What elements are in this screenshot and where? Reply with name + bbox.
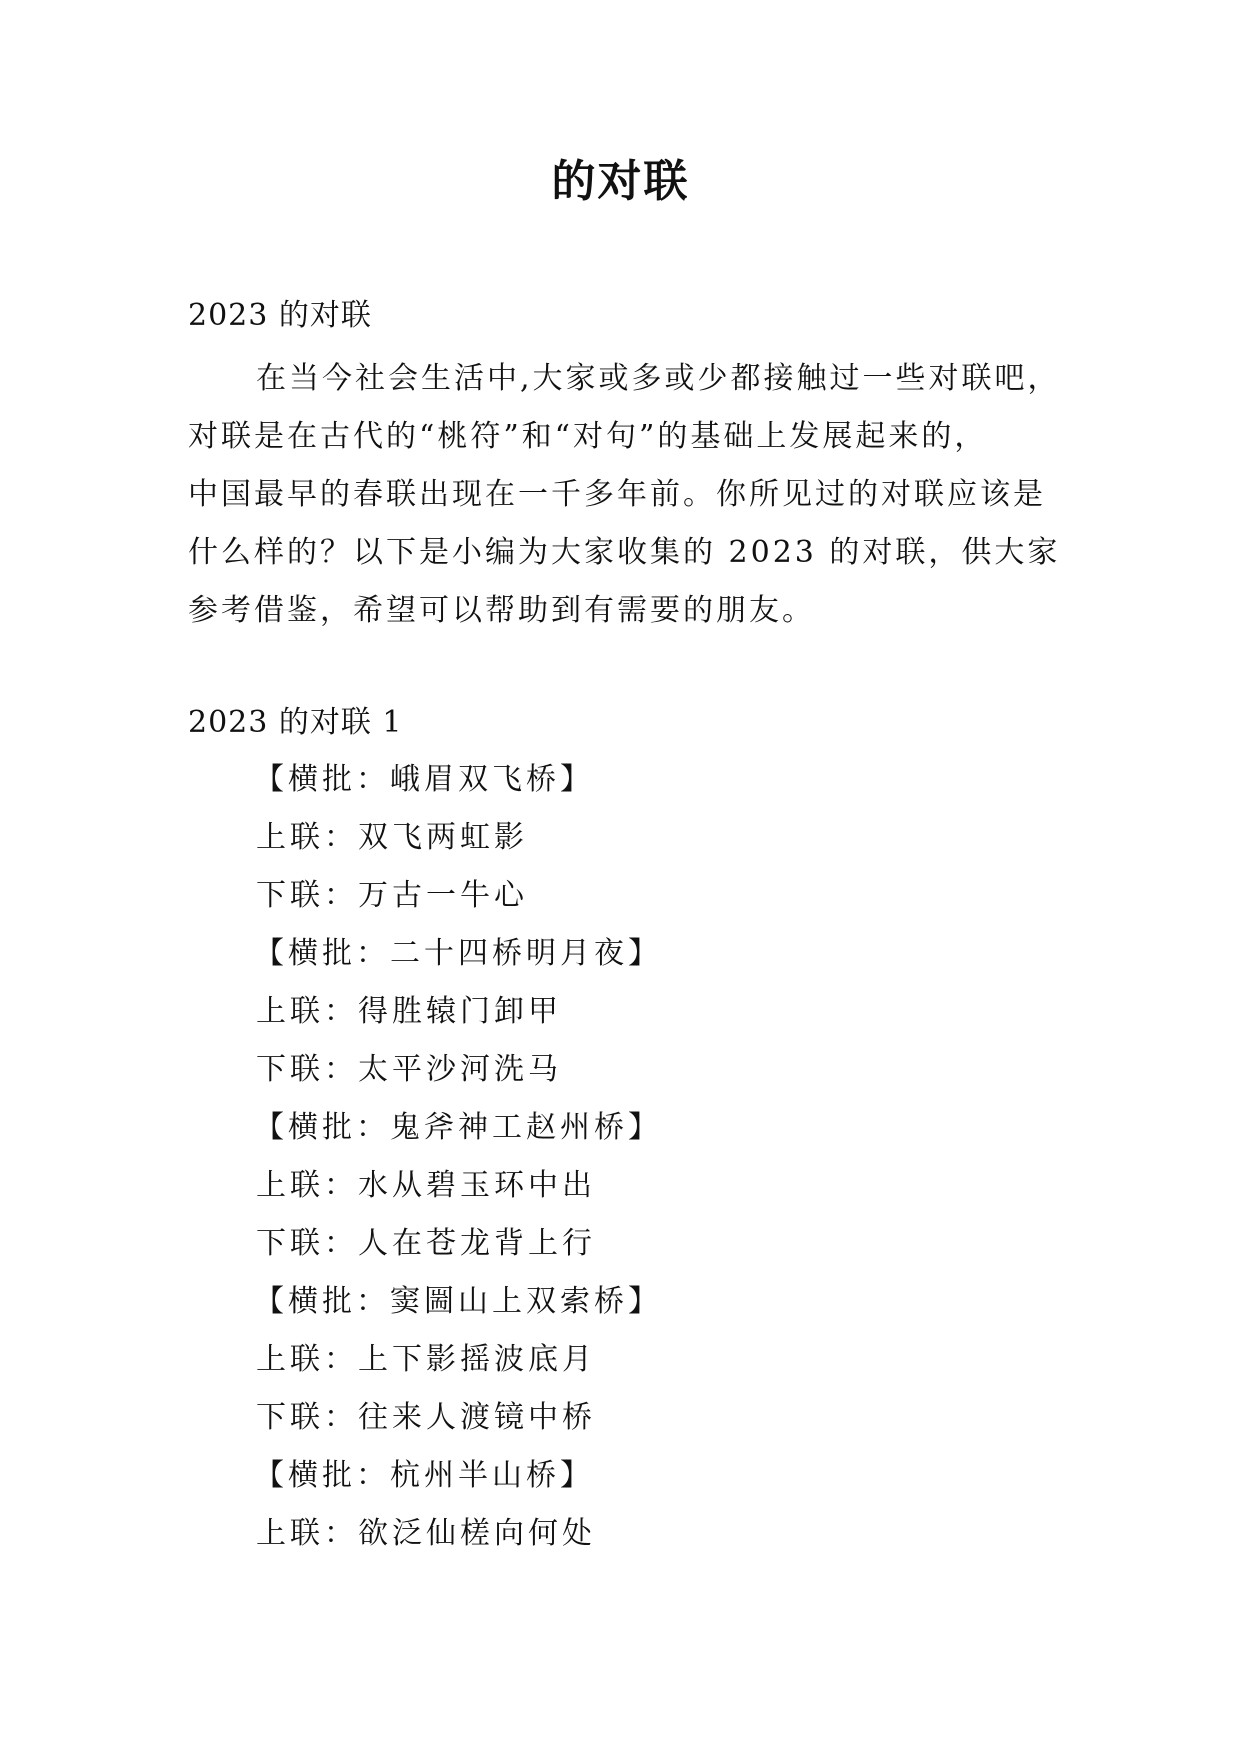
upper-couplet-line: 上联：上下影摇波底月	[256, 1342, 596, 1377]
document-subtitle: 2023 的对联	[188, 298, 372, 333]
lower-couplet-line: 下联：人在苍龙背上行	[256, 1226, 596, 1261]
horizontal-scroll-line: 【横批：杭州半山桥】	[254, 1458, 594, 1493]
lower-couplet-line: 下联：太平沙河洗马	[256, 1052, 562, 1087]
lower-couplet-line: 下联：万古一牛心	[256, 878, 528, 913]
upper-couplet-line: 上联：得胜辕门卸甲	[256, 994, 562, 1029]
horizontal-scroll-line: 【横批：鬼斧神工赵州桥】	[254, 1110, 662, 1145]
horizontal-scroll-line: 【横批：二十四桥明月夜】	[254, 936, 662, 971]
horizontal-scroll-line: 【横批：峨眉双飞桥】	[254, 762, 594, 797]
intro-line: 参考借鉴，希望可以帮助到有需要的朋友。	[188, 593, 815, 628]
upper-couplet-line: 上联：水从碧玉环中出	[256, 1168, 596, 1203]
intro-line: 在当今社会生活中,大家或多或少都接触过一些对联吧，	[256, 361, 1061, 396]
upper-couplet-line: 上联：双飞两虹影	[256, 820, 528, 855]
lower-couplet-line: 下联：往来人渡镜中桥	[256, 1400, 596, 1435]
intro-line: 什么样的？以下是小编为大家收集的 2023 的对联，供大家	[188, 535, 1061, 570]
intro-line: 对联是在古代的“桃符”和“对句”的基础上发展起来的，	[188, 419, 988, 454]
document-title: 的对联	[551, 156, 690, 207]
section-heading: 2023 的对联 1	[188, 705, 403, 740]
intro-line: 中国最早的春联出现在一千多年前。你所见过的对联应该是	[188, 477, 1046, 512]
couplet-list	[256, 751, 662, 1563]
horizontal-scroll-line: 【横批：窦圌山上双索桥】	[254, 1284, 662, 1319]
upper-couplet-line: 上联：欲泛仙槎向何处	[256, 1516, 596, 1551]
intro-paragraph	[188, 350, 1068, 640]
